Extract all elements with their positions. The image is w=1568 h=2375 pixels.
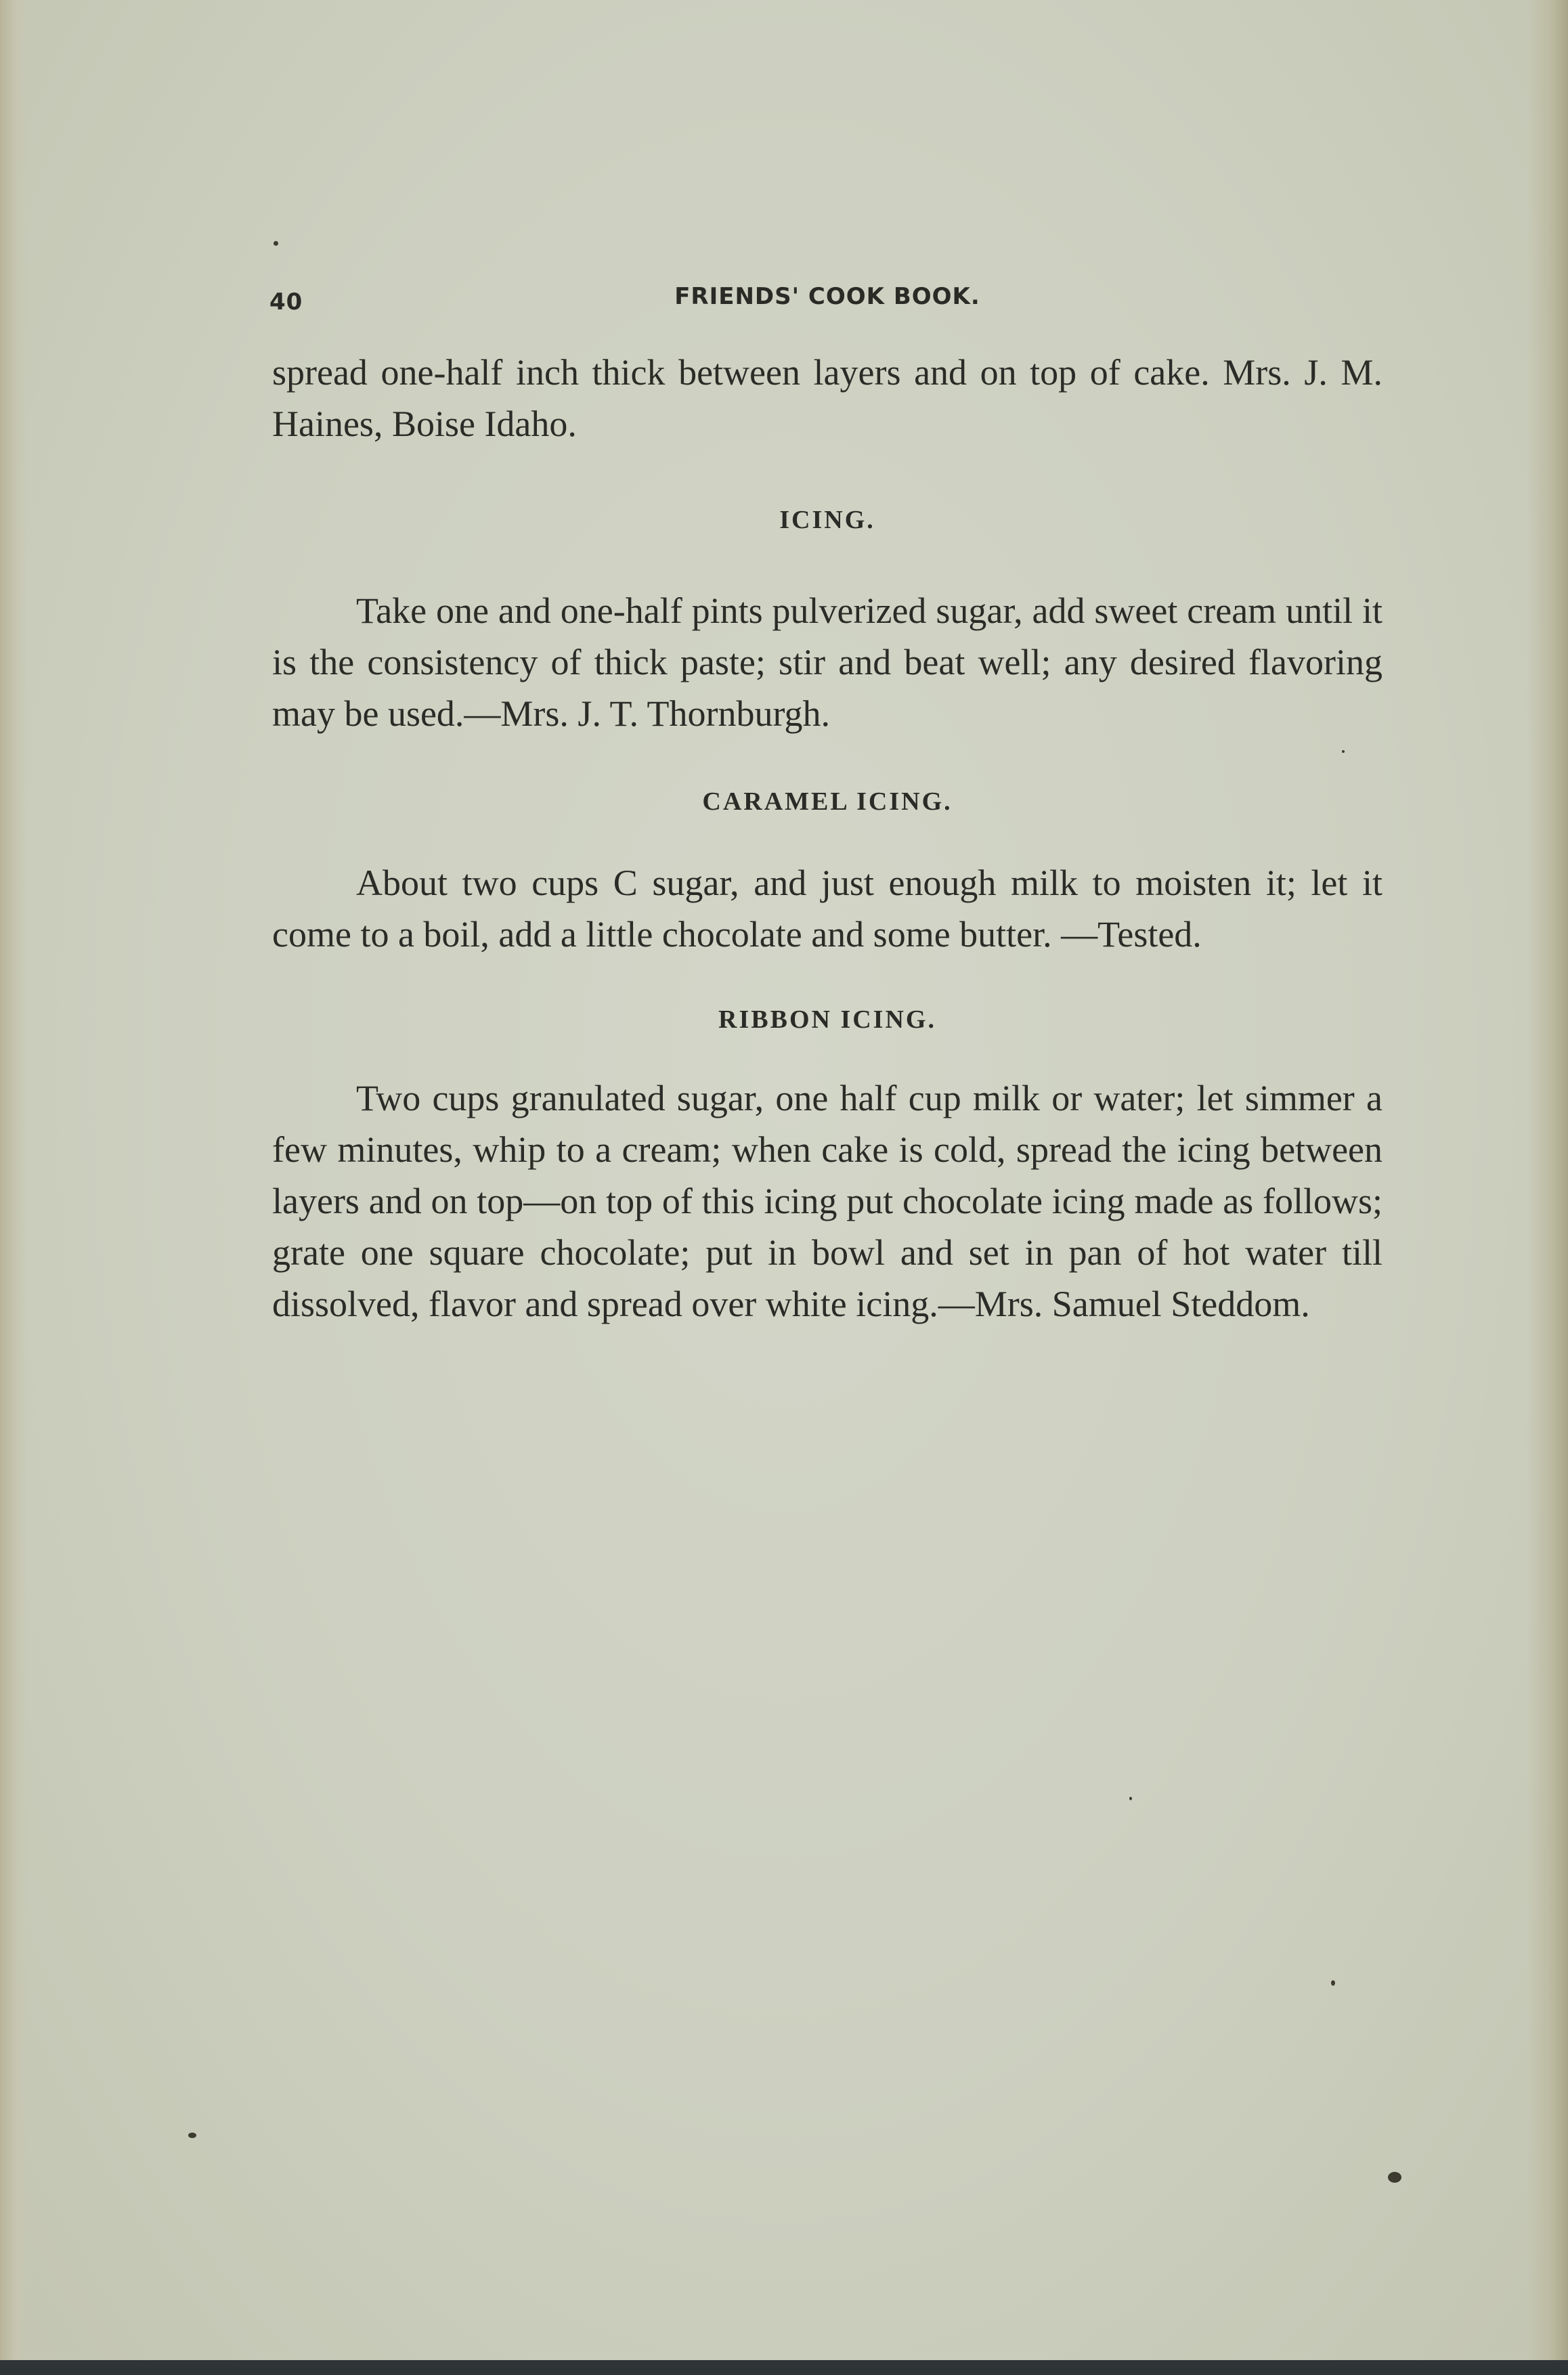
- running-head: [269, 278, 1385, 318]
- recipe-body-ribbon-icing: Two cups granulated sugar, one half cup milk or water; let simmer a few minutes, whip to a cream; when cake is cold, spread the icing between layers and on top—on top of this icing put chocolate icing made as follows; grate one square chocolate; put in bowl and set in pan of hot water till dissolved, flavor and spread over white icing.—Mrs. Samuel Steddom.: [272, 1078, 1382, 1324]
- recipe-title-icing: ICING.: [779, 506, 875, 534]
- paper-speck: [274, 241, 278, 246]
- recipe-title-caramel-icing: CARAMEL ICING.: [702, 787, 953, 816]
- continuation-paragraph: spread one-half inch thick between layers and on top of cake. Mrs. J. M. Haines, Boise Idaho.: [272, 352, 1382, 444]
- paper-speck: [1129, 1797, 1132, 1800]
- book-title: FRIENDS' COOK BOOK.: [674, 283, 980, 310]
- page-left-edge: [0, 0, 27, 2375]
- recipe-title-ribbon-icing: RIBBON ICING.: [718, 1005, 936, 1034]
- page-bottom-edge: [0, 2360, 1568, 2375]
- recipe-body-caramel-icing: About two cups C sugar, and just enough milk to moisten it; let it come to a boil, add a little chocolate and some butter. —Tested.: [272, 863, 1382, 955]
- paper-speck: [1342, 750, 1345, 753]
- page-body: [272, 347, 1382, 1330]
- page-right-edge: [1527, 0, 1568, 2375]
- paper-speck: [188, 2133, 196, 2138]
- paper-speck: [1331, 1980, 1335, 1986]
- page-number: 40: [269, 288, 303, 315]
- recipe-body-icing: Take one and one-half pints pulverized sugar, add sweet cream until it is the consistency of thick paste; stir and beat well; any desired flavoring may be used.—Mrs. J. T. Thornburgh.: [272, 590, 1382, 734]
- paper-speck: [1388, 2172, 1401, 2183]
